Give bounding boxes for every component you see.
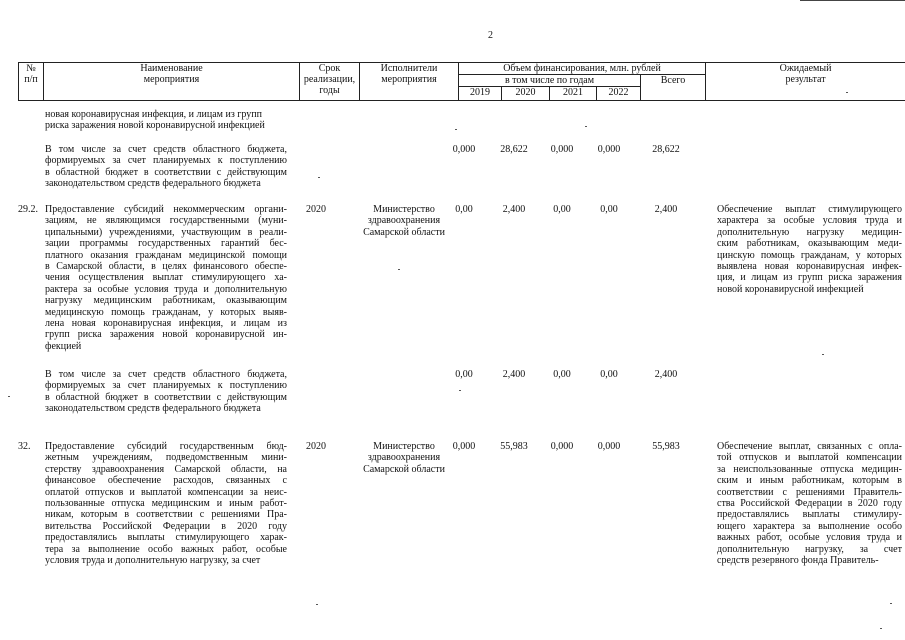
row-executor-line: Самарской области [363,463,445,475]
row-result-line: дополнительную нагрузку медицин- [717,226,902,238]
header-year-2021: 2021 [550,87,597,101]
row-name-line: никам, которым в соответствии с решениями Пра- [45,509,287,521]
row-result-line: характера за особые условия труда и [717,215,902,227]
row-result-line: выявлена новая коронавирусная инфек- [717,261,902,272]
row-name-line: оплатой отпусков и выплатой компенсации за неис- [45,486,287,498]
row-name-line: условия труда и дополнительную нагрузку, за счет [45,555,261,566]
scan-speck [459,390,461,391]
row-value-2020: 2,400 [502,369,526,380]
row-value-total: 55,983 [652,441,680,452]
row-executor-line: Министерство [373,441,435,452]
row-name-line: В том числе за счет средств областного бюджета, [45,144,287,155]
header-year-2020: 2020 [502,87,550,101]
row-name-line: пользованные отпуска медицинским и иным работ- [45,498,287,509]
row-value-2022: 0,000 [597,144,621,155]
row-name-line: формируемых за счет планируемых к поступлению [45,380,287,392]
row-result-line: соответствии с решениями Правитель- [717,486,902,498]
row-name-line: риска заражения новой коронавирусной инфекцией [45,120,265,132]
row-value-2020: 55,983 [500,441,528,452]
row-executor-line: здравоохранения [367,452,441,464]
row-value-2022: 0,000 [597,441,621,452]
row-name-line: чения осуществления выплат стимулирующего ха- [45,272,287,284]
row-result-line: ющего характера за выполнение особо [717,520,902,532]
scan-speck [846,92,848,93]
row-name-line: финансовое обеспечение расходов, связанных с [45,475,287,487]
row-number: 29.2. [18,204,38,215]
row-name-line: лена новая коронавирусная инфекция, и лицам из [45,318,287,329]
header-financing: Объем финансирования, млн. рублей [459,63,706,75]
header-total: Всего [641,75,706,101]
row-executor-line: Самарской области [363,226,445,238]
header-result: Ожидаемый результат [706,63,905,101]
row-name-line: законодательством средств федерального бюджета [45,403,261,415]
row-result-line: ства Российской Федерации в 2020 году [717,498,902,509]
header-name: Наименование мероприятия [44,63,300,101]
row-value-2021: 0,00 [553,204,571,215]
row-result-line: цинскую помощь гражданам, у которых [717,249,902,261]
scan-speck [455,129,457,130]
scan-speck [585,126,587,127]
row-value-2021: 0,00 [553,369,571,380]
row-value-total: 28,622 [652,144,680,155]
row-result-line: ским работникам, оказывающим меди- [717,238,902,250]
row-name-line: зации программы государственных гарантий бес- [45,238,287,250]
header-executors: Исполнители мероприятия [360,63,459,101]
row-executor-line: здравоохранения [367,215,441,227]
row-number: 32. [18,441,31,452]
page-number: 2 [488,30,493,41]
row-result-line: ция, и лицам из групп риска заражения [717,272,902,284]
row-name-line: В том числе за счет средств областного бюджета, [45,369,287,380]
row-value-2020: 2,400 [502,204,526,215]
header-by-years: в том числе по годам [459,75,641,87]
row-name-line: фекцией [45,340,82,352]
row-result-line: ским и иным работникам, которым в [717,475,902,487]
row-name-line: нагрузку медицинским работникам, оказывающим [45,295,287,307]
header-num: № п/п [19,63,44,101]
row-value-2019: 0,000 [452,441,476,452]
row-name-line: ципальными) учреждениями, участвующим в реали- [45,226,287,238]
row-name-line: Предоставление субсидий некоммерческим органи- [45,204,287,215]
row-name-line: рактера за особые условия труда и дополнительную [45,283,287,295]
row-name-line: медицинскую помощь гражданам, у которых выяв- [45,306,287,318]
row-name-line: зациям, не являющимся государственными (муни- [45,215,287,227]
row-result-line: за неиспользованные отпуска медицин- [717,463,902,475]
row-value-2022: 0,00 [600,369,618,380]
row-result-line: той отпусков и выплатой компенсации [717,452,902,464]
row-name-line: в областной бюджет в соответствии с действующим [45,166,287,178]
top-rule [800,0,905,1]
row-result-line: важных работ, особые условия труда и [717,532,902,544]
row-value-2021: 0,000 [550,144,574,155]
header-year-2019: 2019 [459,87,502,101]
row-name-line: Предоставление субсидий государственным бюд- [45,441,287,452]
row-result-line: новой коронавирусной инфекцией [717,283,864,295]
row-name-line: стерству здравоохранения Самарской области, на [45,463,287,475]
row-name-line: в областной бюджет в соответствии с действующим [45,391,287,403]
row-value-total: 2,400 [654,204,678,215]
row-value-2019: 0,00 [455,369,473,380]
table-header [18,62,905,101]
row-name-line: новая коронавирусная инфекция, и лицам из групп [45,109,262,120]
row-name-line: формируемых за счет планируемых к поступлению [45,155,287,167]
scan-speck [8,396,10,397]
row-result-line: предоставлялись выплаты стимулиру- [717,509,902,521]
row-value-2020: 28,622 [500,144,528,155]
row-value-2021: 0,000 [550,441,574,452]
row-name-line: предоставлялись выплаты стимулирующего харак- [45,532,287,544]
row-value-2022: 0,00 [600,204,618,215]
row-name-line: тера за выполнение особо важных работ, особые [45,543,287,555]
row-name-line: платного оказания гражданам медицинской помощи [45,249,287,261]
scan-speck [880,628,882,629]
row-result-line: Обеспечение выплат стимулирующего [717,204,902,215]
row-name-line: законодательством средств федерального бюджета [45,178,261,190]
row-term: 2020 [306,204,326,215]
row-name-line: жетным учреждениям, подведомственным мини- [45,452,287,464]
row-result-line: средств резервного фонда Правитель- [717,555,879,566]
row-executor-line: Министерство [373,204,435,215]
scan-speck [822,354,824,355]
row-result-line: Обеспечение выплат, связанных с опла- [717,441,902,452]
row-name-line: вительства Российской Федерации в 2020 году [45,520,287,532]
scan-speck [318,177,320,178]
row-value-total: 2,400 [654,369,678,380]
row-value-2019: 0,00 [455,204,473,215]
row-name-line: в Самарской области, в целях финансового обеспе- [45,261,287,272]
header-year-2022: 2022 [597,87,641,101]
header-term: Срок реализации, годы [300,63,360,101]
row-result-line: дополнительную нагрузку, за счет [717,543,902,555]
row-term: 2020 [306,441,326,452]
scan-speck [316,604,318,605]
row-name-line: групп риска заражения новой коронавирусной ин- [45,329,287,341]
scan-speck [398,269,400,270]
row-value-2019: 0,000 [452,144,476,155]
scan-speck [890,603,892,604]
